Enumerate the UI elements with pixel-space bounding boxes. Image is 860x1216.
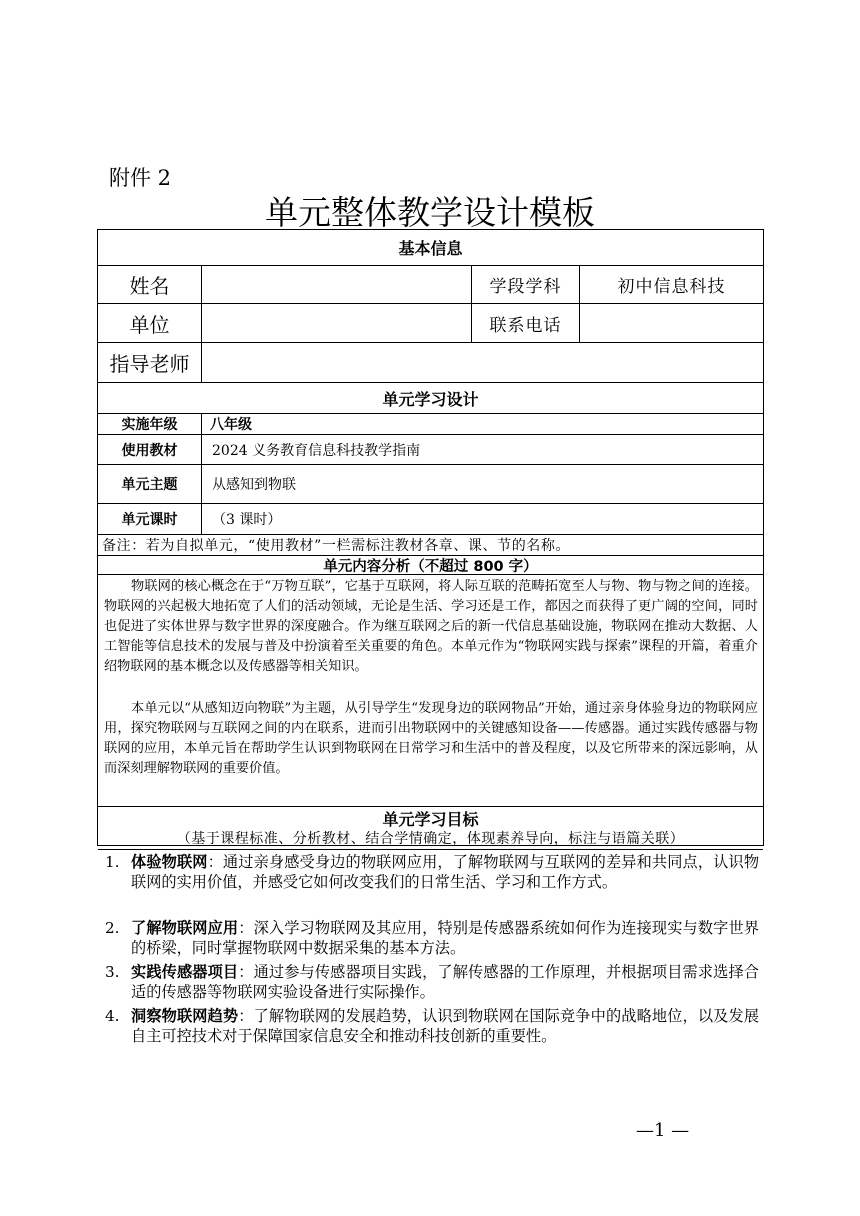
list-item bbox=[105, 962, 760, 1002]
goal-text: ：通过亲身感受身边的物联网应用，了解物联网与互联网的差异和共同点，认识物联网的实用价值，并感受它如何改变我们的日常生活、学习和工作方式。 bbox=[131, 853, 760, 891]
learning-goals-title: 单元学习目标 bbox=[382, 809, 479, 829]
grade-value[interactable]: 八年级 bbox=[201, 414, 763, 434]
goal-text: ：通过参与传感器项目实践，了解传感器的工作原理，并根据项目需求选择合适的传感器等物联网实验设备进行实际操作。 bbox=[131, 963, 760, 1001]
theme-row bbox=[98, 465, 763, 504]
hours-value[interactable]: （3 课时） bbox=[201, 504, 763, 534]
basic-info-header-row bbox=[98, 230, 763, 266]
theme-value[interactable]: 从感知到物联 bbox=[201, 465, 763, 503]
list-item bbox=[105, 852, 760, 892]
learning-goals-subtitle: （基于课程标准、分析教材、结合学情确定，体现素养导向，标注与语篇关联） bbox=[176, 831, 685, 847]
learning-goals-header-row bbox=[98, 807, 763, 850]
name-label: 姓名 bbox=[129, 274, 170, 298]
hours-row bbox=[98, 504, 763, 535]
page-number: —1 — bbox=[636, 1120, 690, 1141]
goal-heading: 实践传感器项目 bbox=[131, 963, 239, 981]
stage-subject-value[interactable]: 初中信息科技 bbox=[579, 266, 763, 303]
goal-number: 4. bbox=[105, 1007, 120, 1025]
analysis-paragraph: 物联网的核心概念在于“万物互联”，它基于互联网，将人际互联的范畴拓宽至人与物、物与物之间的连接。物联网的兴起极大地拓宽了人们的活动领域，无论是生活、学习还是工作，都因之而获得了更广阔的空间，同时也促进了实体世界与数字世界的深度融合。作为继互联网之后的新一代信息基础设施，物联网在推动大数据、人工智能等信息技术的发展与普及中扮演着至关重要的角色。本单元作为“物联网实践与探索”课程的开篇，着重介绍物联网的基本概念以及传感器等相关知识。 bbox=[104, 579, 758, 674]
content-analysis-body bbox=[98, 575, 763, 807]
attachment-label: 附件 2 bbox=[109, 166, 172, 190]
goal-number: 2. bbox=[105, 919, 120, 937]
list-item bbox=[105, 1006, 760, 1046]
mentor-value-cell[interactable] bbox=[201, 343, 763, 382]
unit-row bbox=[98, 304, 763, 343]
unit-design-header-row bbox=[98, 383, 763, 414]
basic-info-title: 基本信息 bbox=[398, 239, 463, 258]
unit-design-title: 单元学习设计 bbox=[382, 389, 479, 409]
hours-label: 单元课时 bbox=[121, 512, 178, 528]
textbook-row bbox=[98, 435, 763, 465]
mentor-row bbox=[98, 343, 763, 383]
goal-number: 3. bbox=[105, 963, 120, 981]
phone-label: 联系电话 bbox=[471, 304, 579, 342]
stage-subject-label: 学段学科 bbox=[471, 266, 579, 303]
textbook-value[interactable]: 2024 义务教育信息科技教学指南 bbox=[201, 435, 763, 464]
unit-label: 单位 bbox=[129, 312, 170, 337]
content-analysis-title: 单元内容分析（不超过 800 字） bbox=[323, 558, 538, 575]
grade-row bbox=[98, 414, 763, 435]
phone-value-cell[interactable] bbox=[579, 304, 763, 342]
document-title: 单元整体教学设计模板 bbox=[265, 193, 595, 232]
goal-heading: 洞察物联网趋势 bbox=[131, 1007, 239, 1025]
design-form-table bbox=[97, 229, 764, 1045]
goal-text: ：深入学习物联网及其应用，特别是传感器系统如何作为连接现实与数字世界的桥梁，同时掌握物联网中数据采集的基本方法。 bbox=[131, 919, 760, 957]
goal-text: ：了解物联网的发展趋势，认识到物联网在国际竞争中的战略地位，以及发展自主可控技术对于保障国家信息安全和推动科技创新的重要性。 bbox=[131, 1007, 760, 1045]
note-row bbox=[98, 535, 763, 556]
textbook-label: 使用教材 bbox=[121, 442, 178, 459]
name-value-cell[interactable] bbox=[201, 266, 471, 303]
goal-number: 1. bbox=[105, 853, 120, 871]
note-text: 备注：若为自拟单元，“使用教材”一栏需标注教材各章、课、节的名称。 bbox=[102, 538, 571, 554]
grade-label: 实施年级 bbox=[121, 417, 178, 433]
theme-label: 单元主题 bbox=[121, 477, 178, 493]
mentor-label: 指导老师 bbox=[109, 352, 190, 376]
analysis-paragraph: 本单元以“从感知迈向物联”为主题，从引导学生“发现身边的联网物品”开始，通过亲身体验身边的物联网应用，探究物联网与互联网之间的内在联系，进而引出物联网中的关键感知设备——传感器。通过实践传感器与物联网的应用，本单元旨在帮助学生认识到物联网在日常学习和生活中的普及程度，以及它所带来的深远影响，从而深刻理解物联网的重要价值。 bbox=[104, 701, 758, 776]
goal-heading: 体验物联网 bbox=[131, 853, 208, 871]
goal-heading: 了解物联网应用 bbox=[131, 919, 239, 937]
unit-value-cell[interactable] bbox=[201, 304, 471, 342]
content-analysis-header-row bbox=[98, 556, 763, 575]
name-row bbox=[98, 266, 763, 304]
list-item bbox=[105, 918, 760, 958]
